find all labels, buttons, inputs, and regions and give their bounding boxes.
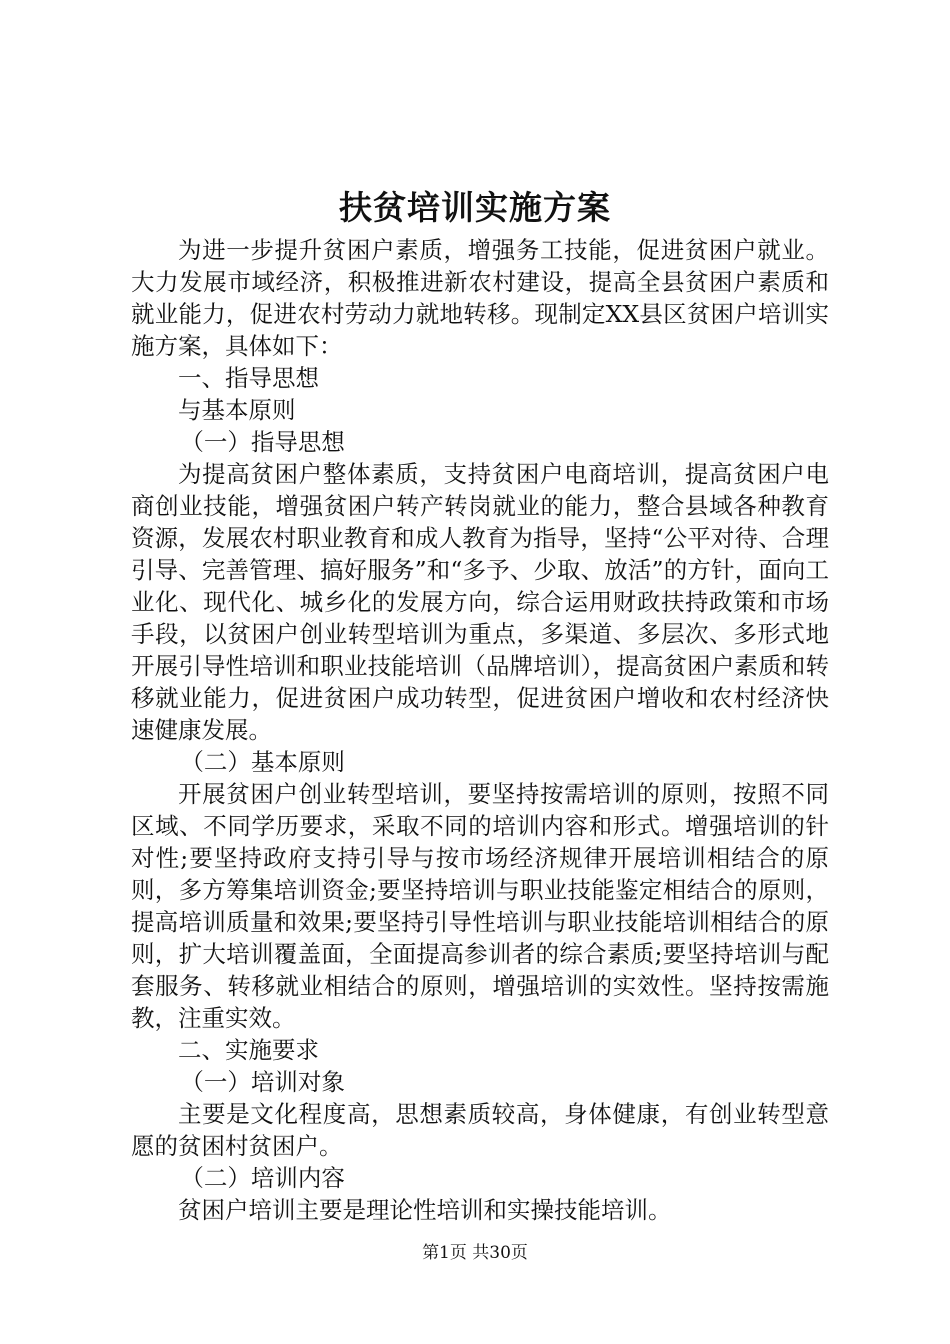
subsection-heading-basic-principles: （二）基本原则	[180, 748, 345, 776]
document-title: 扶贫培训实施方案	[339, 188, 611, 227]
document-body	[131, 234, 829, 1226]
section-heading-continuation: 与基本原则	[178, 396, 296, 424]
section-heading-implementation-requirements: 二、实施要求	[178, 1036, 319, 1064]
intro-paragraph: 为进一步提升贫困户素质，增强务工技能，促进贫困户就业。大力发展市域经济，积极推进新农村建设，提高全县贫困户素质和就业能力，促进农村劳动力就地转移。现制定XX县区贫困户培训实施方案，具体如下：	[131, 236, 829, 360]
section-heading-guiding-ideology: 一、指导思想	[178, 364, 319, 392]
training-content-paragraph: 贫困户培训主要是理论性培训和实操技能培训。	[178, 1196, 672, 1224]
basic-principles-paragraph: 开展贫困户创业转型培训，要坚持按需培训的原则，按照不同区域、不同学历要求，采取不同的培训内容和形式。增强培训的针对性;要坚持政府支持引导与按市场经济规律开展培训相结合的原则，多方筹集培训资金;要坚持培训与职业技能鉴定相结合的原则，提高培训质量和效果;要坚持引导性培训与职业技能培训相结合的原则，扩大培训覆盖面，全面提高参训者的综合素质;要坚持培训与配套服务、转移就业相结合的原则，增强培训的实效性。坚持按需施教，注重实效。	[131, 780, 829, 1032]
subsection-heading-guiding-ideology: （一）指导思想	[180, 428, 345, 456]
page-footer: 第1页 共30页	[422, 1243, 528, 1263]
guiding-ideology-paragraph: 为提高贫困户整体素质，支持贫困户电商培训，提高贫困户电商创业技能，增强贫困户转产转岗就业的能力，整合县域各种教育资源，发展农村职业教育和成人教育为指导，坚持“公平对待、合理引导、完善管理、搞好服务”和“多予、少取、放活”的方针，面向工业化、现代化、城乡化的发展方向，综合运用财政扶持政策和市场手段，以贫困户创业转型培训为重点，多渠道、多层次、多形式地开展引导性培训和职业技能培训（品牌培训），提高贫困户素质和转移就业能力，促进贫困户成功转型，促进贫困户增收和农村经济快速健康发展。	[131, 460, 829, 744]
subsection-heading-training-targets: （一）培训对象	[180, 1068, 345, 1096]
training-targets-paragraph: 主要是文化程度高，思想素质较高，身体健康，有创业转型意愿的贫困村贫困户。	[131, 1100, 829, 1160]
subsection-heading-training-content: （二）培训内容	[180, 1164, 345, 1192]
